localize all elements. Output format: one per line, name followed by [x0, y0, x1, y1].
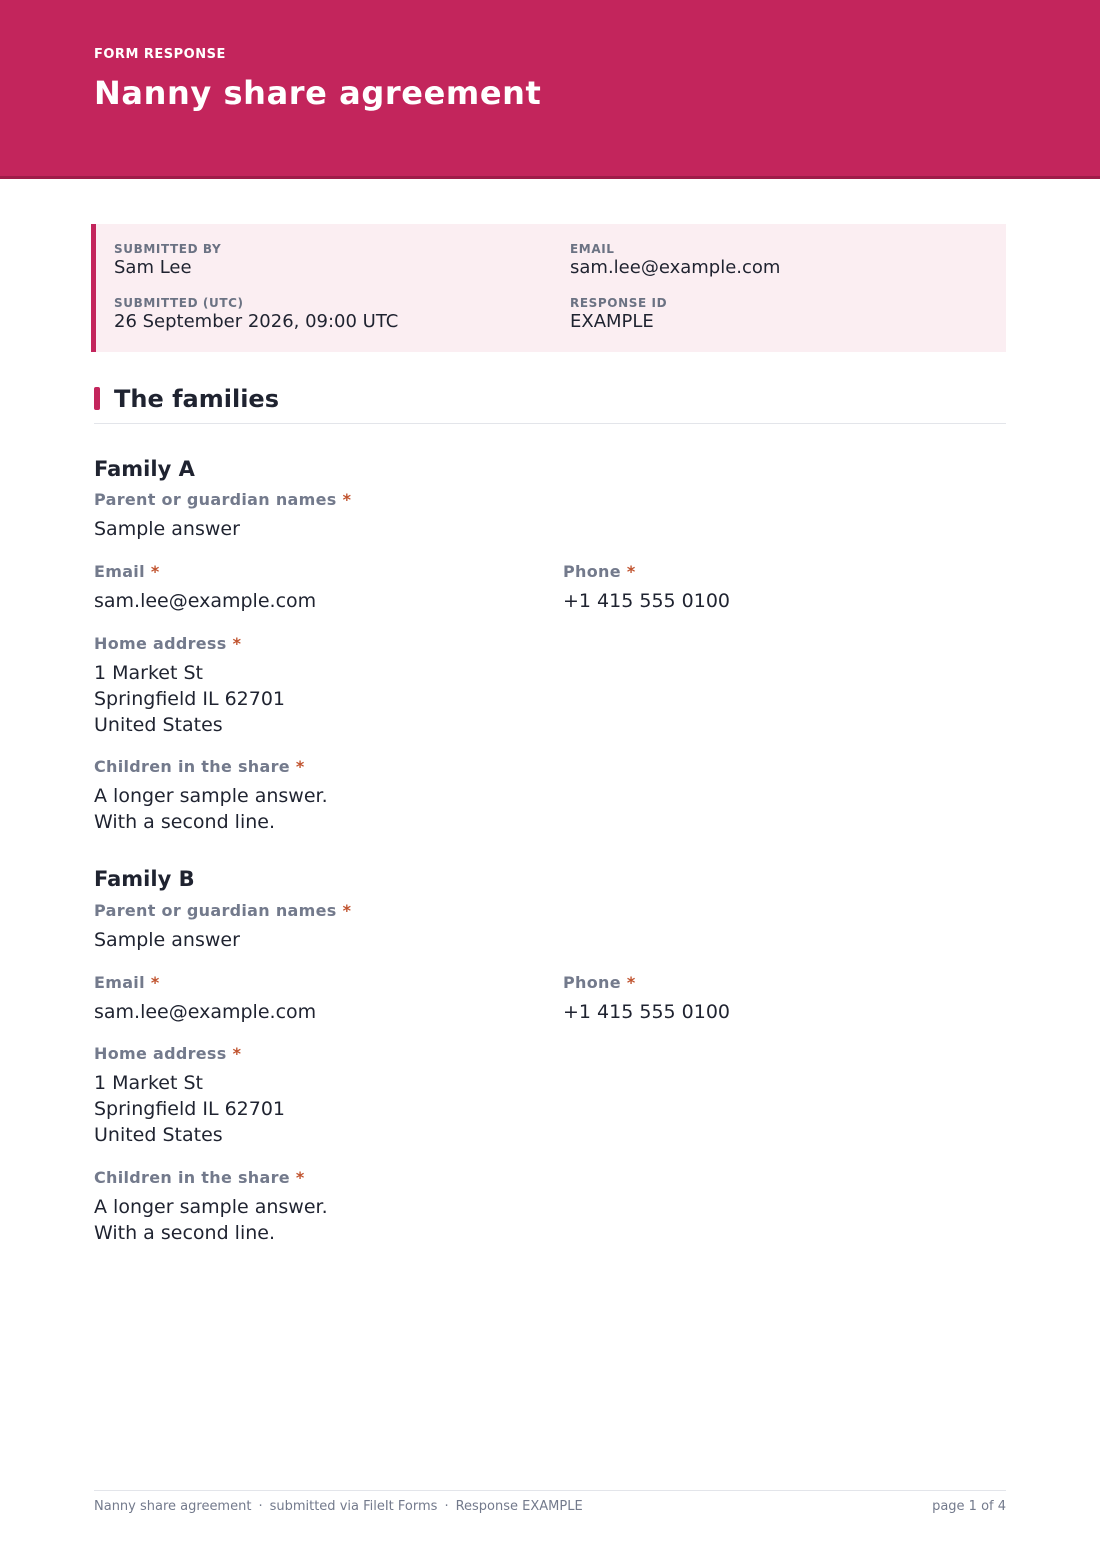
- field-label: Email *: [94, 973, 160, 992]
- required-marker: *: [150, 562, 160, 581]
- response-id-label: RESPONSE ID: [570, 296, 668, 310]
- family-b-phone-field: [563, 973, 730, 1025]
- field-label: Parent or guardian names *: [94, 901, 352, 920]
- response-id-field: [570, 295, 667, 333]
- required-marker: *: [150, 973, 160, 992]
- submitted-utc-value: 26 September 2026, 09:00 UTC: [114, 311, 399, 332]
- footer-via: submitted via FileIt Forms: [269, 1499, 438, 1514]
- footer-doc-name: Nanny share agreement: [94, 1499, 252, 1514]
- email-meta-value: sam.lee@example.com: [570, 257, 781, 278]
- required-marker: *: [626, 562, 636, 581]
- field-label: Phone *: [563, 562, 636, 581]
- required-marker: *: [232, 1044, 242, 1063]
- address-line: 1 Market St: [94, 1072, 203, 1094]
- email-meta-field: [570, 241, 780, 279]
- family-b-title: Family B: [94, 867, 195, 891]
- address-line: United States: [94, 714, 223, 736]
- field-label: Phone *: [563, 973, 636, 992]
- email-meta-label: EMAIL: [570, 242, 615, 256]
- required-marker: *: [232, 634, 242, 653]
- family-a-phone-field: [563, 562, 730, 614]
- required-marker: *: [295, 757, 305, 776]
- field-label: Parent or guardian names *: [94, 490, 352, 509]
- required-marker: *: [295, 1168, 305, 1187]
- submitted-by-field: [114, 241, 221, 279]
- family-b-email-field: [94, 973, 316, 1025]
- field-label: Home address *: [94, 634, 242, 653]
- field-label: Children in the share *: [94, 1168, 305, 1187]
- address-line: 1 Market St: [94, 662, 203, 684]
- field-value: sam.lee@example.com: [94, 1001, 317, 1023]
- page-footer: [94, 1490, 1006, 1520]
- field-label: Home address *: [94, 1044, 242, 1063]
- field-value: +1 415 555 0100: [563, 1001, 731, 1023]
- header-eyebrow: FORM RESPONSE: [94, 47, 226, 62]
- page-title: Nanny share agreement: [94, 74, 542, 112]
- field-value: [94, 1070, 285, 1148]
- header-banner: [0, 0, 1100, 179]
- field-value: Sample answer: [94, 929, 240, 951]
- section-heading: [94, 384, 1006, 424]
- submitted-by-label: SUBMITTED BY: [114, 242, 222, 256]
- submitted-utc-label: SUBMITTED (UTC): [114, 296, 244, 310]
- family-a-email-field: [94, 562, 316, 614]
- field-value: Sample answer: [94, 518, 240, 540]
- family-b-children-field: [94, 1168, 328, 1246]
- family-a-title: Family A: [94, 457, 195, 481]
- required-marker: *: [626, 973, 636, 992]
- page-number: page 1 of 4: [932, 1499, 1006, 1514]
- submission-meta-box: [91, 224, 1006, 352]
- answer-line: With a second line.: [94, 811, 275, 833]
- field-value: +1 415 555 0100: [563, 590, 731, 612]
- address-line: Springfield IL 62701: [94, 688, 286, 710]
- response-id-value: EXAMPLE: [570, 311, 654, 332]
- family-a-names-field: [94, 490, 351, 542]
- family-b-address-field: [94, 1044, 285, 1148]
- section-title: The families: [114, 385, 279, 413]
- address-line: United States: [94, 1124, 223, 1146]
- family-a-children-field: [94, 757, 328, 835]
- footer-response: Response EXAMPLE: [455, 1499, 583, 1514]
- family-a-address-field: [94, 634, 285, 738]
- required-marker: *: [342, 490, 352, 509]
- field-label: Email *: [94, 562, 160, 581]
- footer-info: [94, 1499, 583, 1514]
- answer-line: With a second line.: [94, 1222, 275, 1244]
- footer-separator: ·: [258, 1499, 263, 1514]
- section-accent-bar: [94, 387, 100, 410]
- family-b-names-field: [94, 901, 351, 953]
- submitted-utc-field: [114, 295, 398, 333]
- submitted-by-value: Sam Lee: [114, 257, 192, 278]
- answer-line: A longer sample answer.: [94, 785, 328, 807]
- address-line: Springfield IL 62701: [94, 1098, 286, 1120]
- field-value: [94, 1194, 328, 1246]
- field-value: [94, 783, 328, 835]
- required-marker: *: [342, 901, 352, 920]
- field-label: Children in the share *: [94, 757, 305, 776]
- answer-line: A longer sample answer.: [94, 1196, 328, 1218]
- field-value: [94, 660, 285, 738]
- footer-separator: ·: [444, 1499, 449, 1514]
- field-value: sam.lee@example.com: [94, 590, 317, 612]
